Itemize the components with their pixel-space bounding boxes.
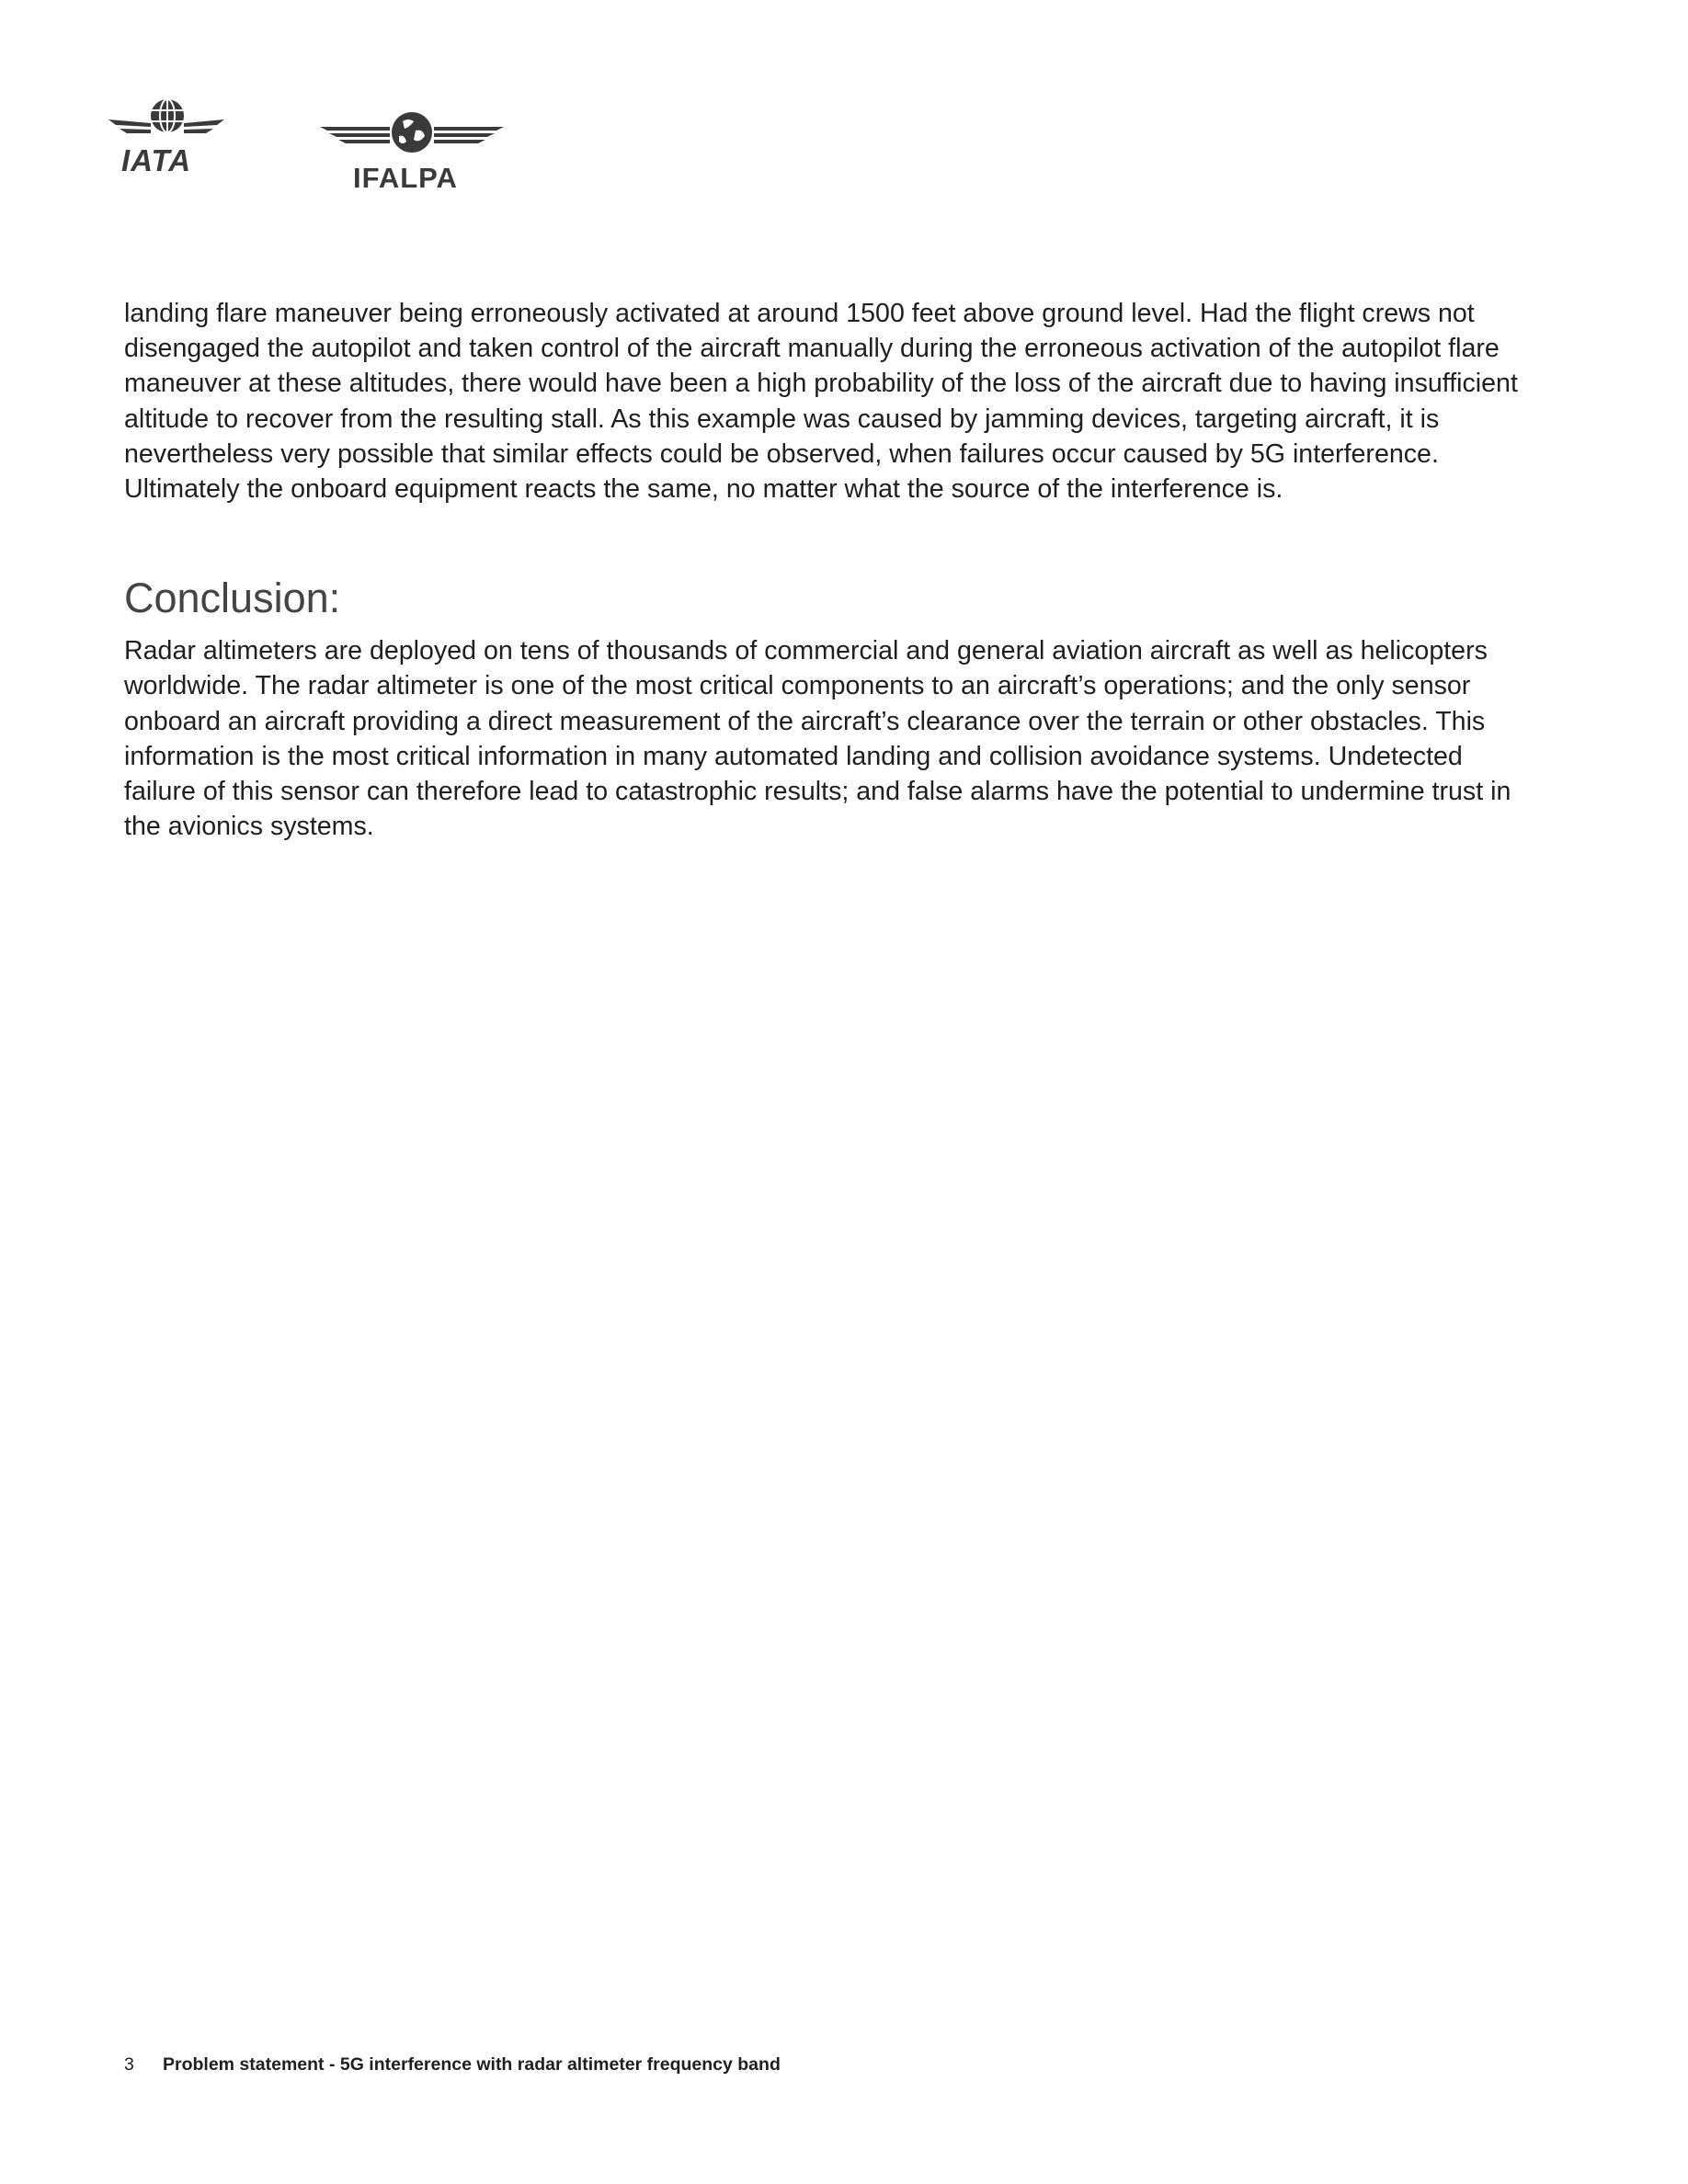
globe-wings-icon	[107, 96, 226, 151]
iata-logo	[107, 96, 226, 178]
body-paragraph: landing flare maneuver being erroneously activated at around 1500 feet above ground level. Had the flight crews not disengaged the autopilot and taken control of the aircraft manually during the erroneous activation of the autopilot flare maneuver at these altitudes, there would have been a high probability of the loss of the aircraft due to having insufficient altitude to recover from the resulting stall. As this example was caused by jamming devices, targeting aircraft, it is nevertheless very possible that similar effects could be observed, when failures occur caused by 5G interference. Ultimately the onboard equipment reacts the same, no matter what the source of the interference is.	[124, 299, 1518, 505]
ifalpa-logo	[320, 110, 504, 193]
footer-title: Problem statement - 5G interference with radar altimeter frequency band	[163, 2054, 781, 2075]
ifalpa-logo-text: IFALPA	[353, 162, 458, 194]
page-footer	[124, 2053, 781, 2076]
document-body	[124, 296, 1531, 844]
page-number: 3	[124, 2054, 134, 2075]
conclusion-paragraph: Radar altimeters are deployed on tens of thousands of commercial and general aviation aircraft as well as helicopters worldwide. The radar altimeter is one of the most critical components to an aircraft’s operations; and the only sensor onboard an aircraft providing a direct measurement of the aircraft’s clearance over the terrain or other obstacles. This information is the most critical information in many automated landing and collision avoidance systems. Undetected failure of this sensor can therefore lead to catastrophic results; and false alarms have the potential to undermine trust in the avionics systems.	[124, 636, 1511, 842]
globe-wings-icon	[320, 110, 504, 162]
conclusion-heading: Conclusion:	[124, 574, 341, 622]
iata-logo-text: IATA	[121, 143, 192, 177]
